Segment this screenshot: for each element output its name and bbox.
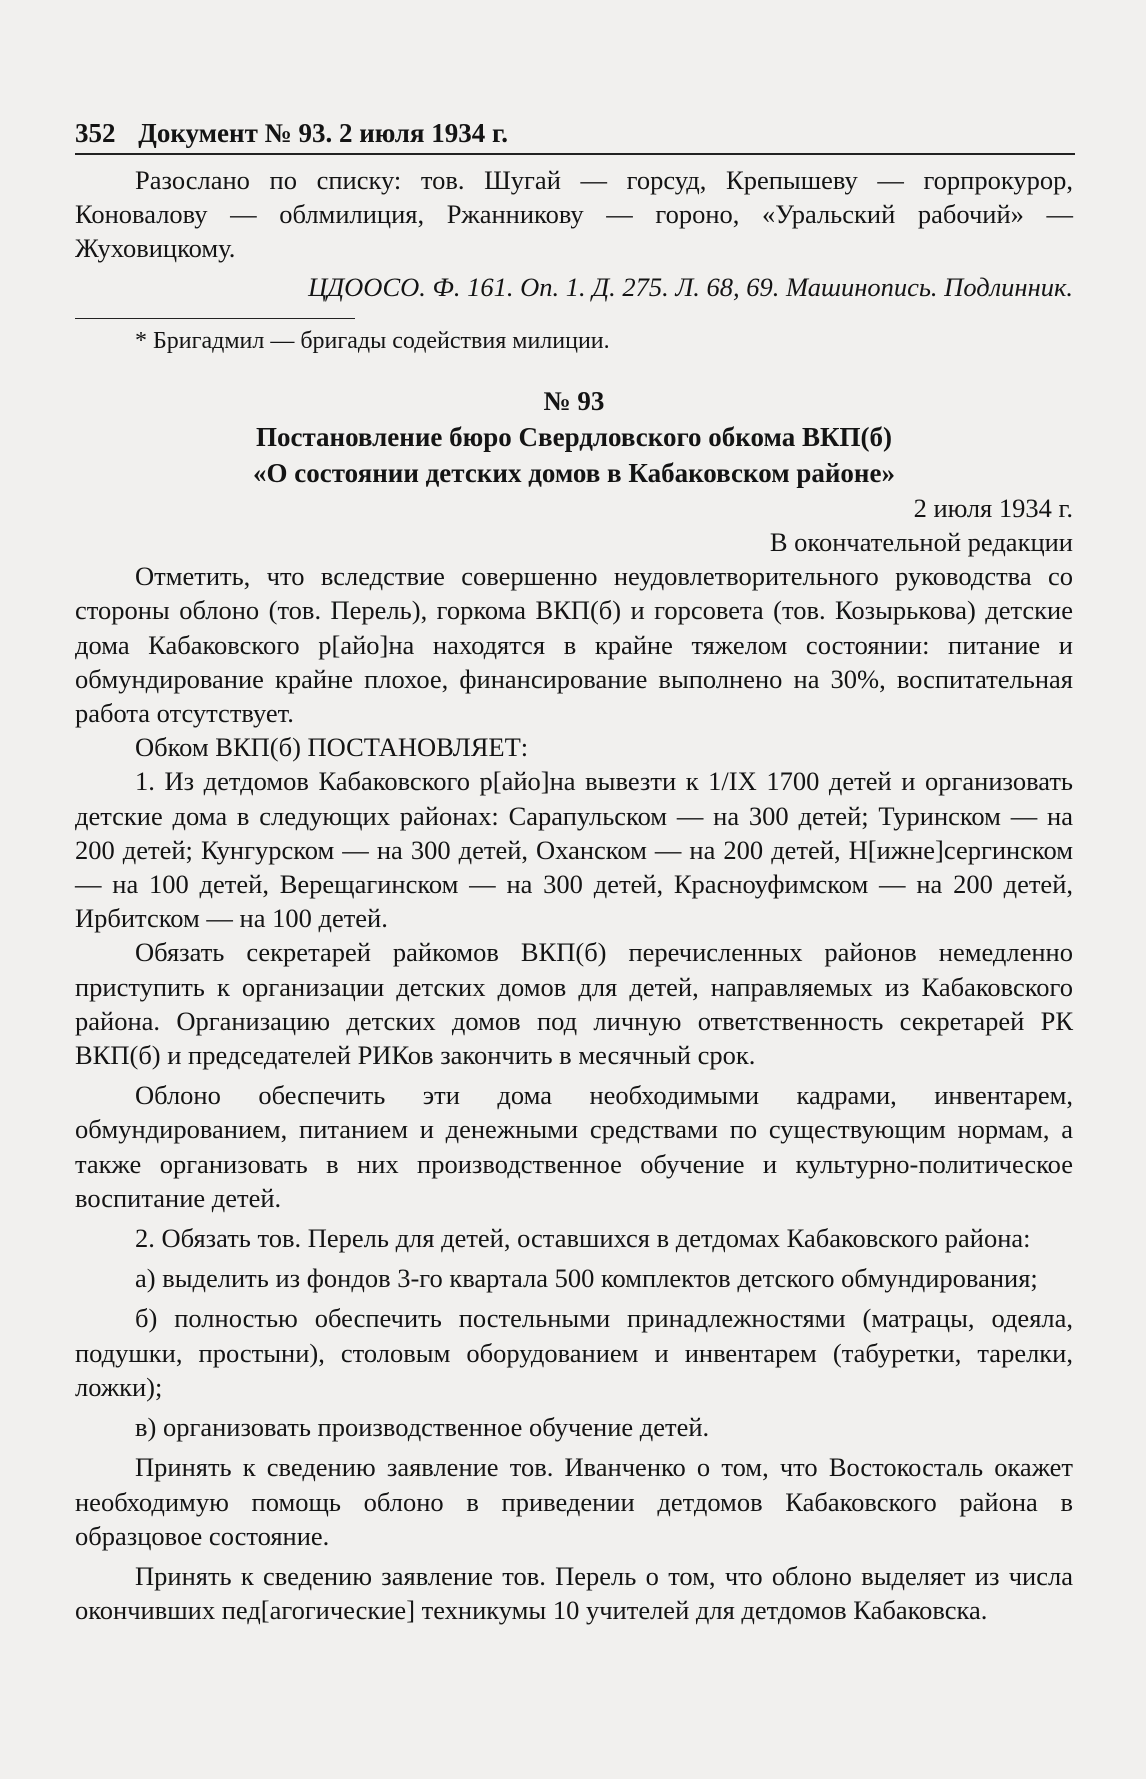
running-title: Документ № 93. 2 июля 1934 г. bbox=[138, 118, 508, 148]
footnote-rule bbox=[75, 318, 355, 319]
document-number: № 93 bbox=[543, 385, 605, 416]
paragraph: Принять к сведению заявление тов. Перель о том, что облоно выделяет из числа окончивших пед[агогические] техникумы 10 учителей для детдомов Кабаковска. bbox=[75, 1560, 1073, 1626]
footnote: * Бригадмил — бригады содействия милиции. bbox=[135, 327, 610, 354]
distribution-list: Разослано по списку: тов. Шугай — горсуд, Крепышеву — горпрокурор, Коновалову — облмилиция, Ржанникову — гороно, «Уральский рабочий» — Жуховицкому. bbox=[75, 165, 1073, 264]
document-title-line-2: «О состоянии детских домов в Кабаковском районе» bbox=[253, 457, 895, 488]
paragraph: Принять к сведению заявление тов. Иванченко о том, что Востокосталь окажет необходимую помощь облоно в приведении детдомов Кабаковского района в образцовое состояние. bbox=[75, 1452, 1073, 1551]
running-head bbox=[75, 116, 1075, 150]
header-rule bbox=[75, 153, 1075, 155]
paragraph: б) полностью обеспечить постельными принадлежностями (матрацы, одеяла, подушки, простыни), столовым оборудованием и инвентарем (табуретки, тарелки, ложки); bbox=[75, 1303, 1073, 1402]
page-text bbox=[75, 163, 1073, 1627]
paragraph: Обком ВКП(б) ПОСТАНОВЛЯЕТ: bbox=[135, 732, 529, 763]
paragraph: а) выделить из фондов 3-го квартала 500 комплектов детского обмундирования; bbox=[135, 1263, 1038, 1294]
paragraph: 2. Обязать тов. Перель для детей, оставшихся в детдомах Кабаковского района: bbox=[135, 1223, 1031, 1254]
paragraph: Обязать секретарей райкомов ВКП(б) перечисленных районов немедленно приступить к организации детских домов для детей, направляемых из Кабаковского района. Организацию детских домов под личную ответственность секретарей РК ВКП(б) и председателей РИКов закончить в месячный срок. bbox=[75, 937, 1073, 1071]
paragraph: 1. Из детдомов Кабаковского р[айо]на вывезти к 1/IX 1700 детей и организовать детские дома в следующих районах: Сарапульском — на 300 детей; Туринском — на 200 детей; Кунгурском — на 300 детей, Оханском — на 200 детей, Н[ижне]сергинском — на 100 детей, Верещагинском — на 300 детей, Красноуфимском — на 200 детей, Ирбитском — на 100 детей. bbox=[75, 766, 1073, 934]
paragraph: Облоно обеспечить эти дома необходимыми кадрами, инвентарем, обмундированием, питанием и денежными средствами по существующим нормам, а также организовать в них производственное обучение и культурно-политическое воспитание детей. bbox=[75, 1080, 1073, 1213]
archive-source: ЦДООСО. Ф. 161. Оп. 1. Д. 275. Л. 68, 69. Машинопись. Подлинник. bbox=[308, 271, 1073, 302]
paragraph: в) организовать производственное обучение детей. bbox=[135, 1412, 710, 1443]
paragraph: Отметить, что вследствие совершенно неудовлетворительного руководства со стороны облоно (тов. Перель), горкома ВКП(б) и горсовета (тов. Козырькова) детские дома Кабаковского р[айо]на находятся в крайне тяжелом состоянии: питание и обмундирование крайне плохое, финансирование выполнено на 30%, воспитательная работа отсутствует. bbox=[75, 561, 1073, 729]
document-edition: В окончательной редакции bbox=[769, 527, 1073, 558]
page-number: 352 bbox=[75, 118, 116, 148]
document-title-line-1: Постановление бюро Свердловского обкома ВКП(б) bbox=[255, 421, 893, 452]
document-date: 2 июля 1934 г. bbox=[913, 492, 1073, 523]
